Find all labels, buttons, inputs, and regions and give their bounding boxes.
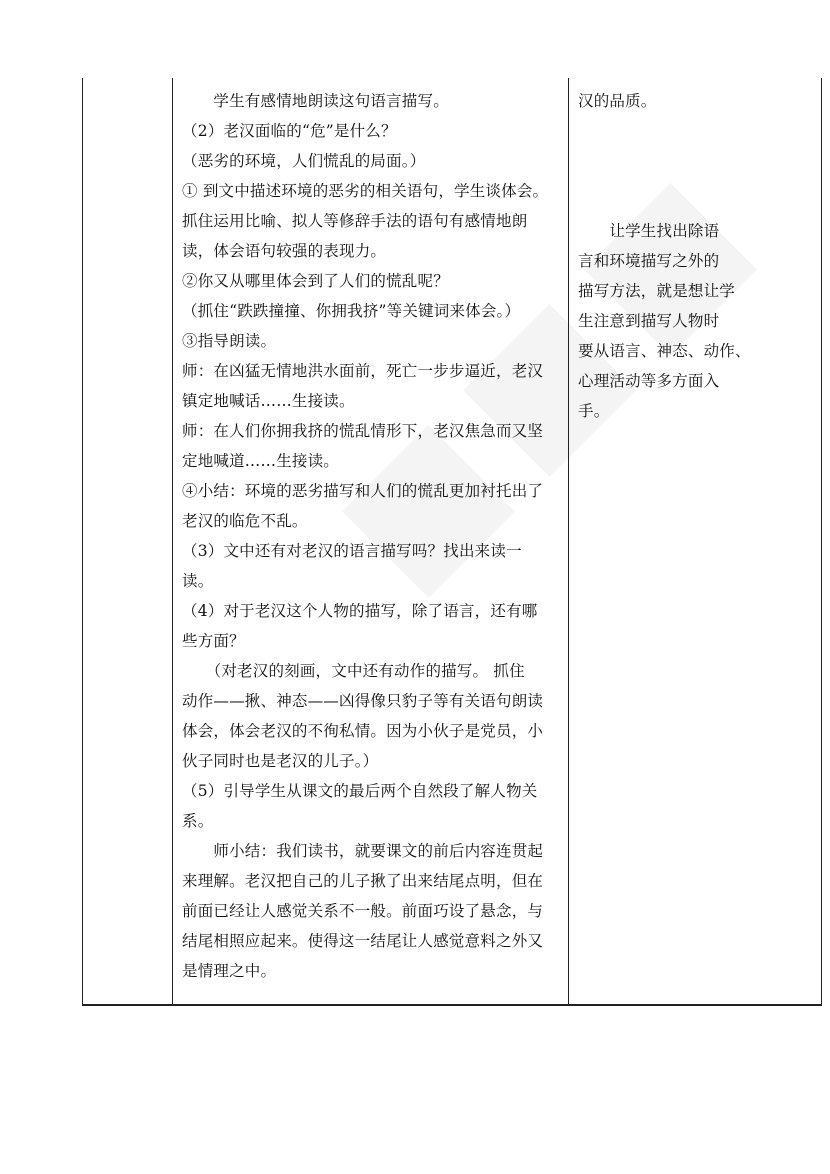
note-line: 心理活动等多方面入 <box>578 372 720 390</box>
text-line: 师小结：我们读书，就要课文的前后内容连贯起 <box>182 842 544 860</box>
text-line: （抓住“跌跌撞撞、你拥我挤”等关键词来体会。） <box>182 302 521 320</box>
text-line: （4）对于老汉这个人物的描写，除了语言，还有哪 <box>182 602 538 620</box>
note-line: 生注意到描写人物时 <box>578 312 720 330</box>
text-line: 前面已经让人感觉关系不一般。前面巧设了悬念，与 <box>182 902 544 920</box>
note-line: 汉的品质。 <box>578 92 657 110</box>
note-line: 手。 <box>578 402 610 420</box>
spacer <box>578 116 802 216</box>
text-line: ① 到文中描述环境的恶劣的相关语句，学生谈体会。 <box>182 182 549 200</box>
text-line: 些方面？ <box>182 632 245 650</box>
note-line: 言和环境描写之外的 <box>578 252 720 270</box>
text-line: 抓住运用比喻、拟人等修辞手法的语句有感情地朗 <box>182 212 528 230</box>
text-line: ③指导朗读。 <box>182 332 277 350</box>
text-line: ②你又从哪里体会到了人们的慌乱呢？ <box>182 272 449 290</box>
text-line: 结尾相照应起来。使得这一结尾让人感觉意料之外又 <box>182 932 544 950</box>
text-line: 体会，体会老汉的不徇私情。因为小伙子是党员，小 <box>182 722 544 740</box>
text-line: 伙子同时也是老汉的儿子。） <box>182 752 379 770</box>
text-line: 系。 <box>182 812 214 830</box>
text-line: （2）老汉面临的“危”是什么？ <box>182 122 397 140</box>
teaching-process-cell <box>182 86 564 986</box>
text-line: 是情理之中。 <box>182 962 277 980</box>
table-border-left <box>82 78 83 1005</box>
text-line: （对老汉的刻画，文中还有动作的描写。 抓住 <box>182 662 525 680</box>
note-line: 要从语言、神态、动作、 <box>578 342 751 360</box>
note-line: 让学生找出除语 <box>578 222 720 240</box>
text-line: ④小结：环境的恶劣描写和人们的慌乱更加衬托出了 <box>182 482 544 500</box>
table-border-bottom <box>82 1004 822 1006</box>
text-line: （恶劣的环境，人们慌乱的局面。） <box>182 152 426 170</box>
text-line: 来理解。老汉把自己的儿子揪了出来结尾点明，但在 <box>182 872 544 890</box>
text-line: 师：在人们你拥我挤的慌乱情形下，老汉焦急而又坚 <box>182 422 544 440</box>
note-line: 描写方法，就是想让学 <box>578 282 736 300</box>
lesson-table <box>82 78 822 1005</box>
text-line: 读，体会语句较强的表现力。 <box>182 242 387 260</box>
table-divider-2 <box>568 78 569 1005</box>
text-line: （3）文中还有对老汉的语言描写吗？找出来读一 <box>182 542 522 560</box>
text-line: 动作——揪、神态——凶得像只豹子等有关语句朗读 <box>182 692 544 710</box>
text-line: 读。 <box>182 572 214 590</box>
text-line: 老汉的临危不乱。 <box>182 512 308 530</box>
text-line: 定地喊道……生接读。 <box>182 452 340 470</box>
text-line: （5）引导学生从课文的最后两个自然段了解人物关 <box>182 782 538 800</box>
table-border-right <box>821 78 822 1005</box>
text-line: 学生有感情地朗读这句语言描写。 <box>182 92 449 110</box>
design-intent-cell <box>578 86 802 426</box>
text-line: 师：在凶猛无情地洪水面前，死亡一步步逼近，老汉 <box>182 362 544 380</box>
text-line: 镇定地喊话……生接读。 <box>182 392 355 410</box>
table-divider-1 <box>172 78 173 1005</box>
